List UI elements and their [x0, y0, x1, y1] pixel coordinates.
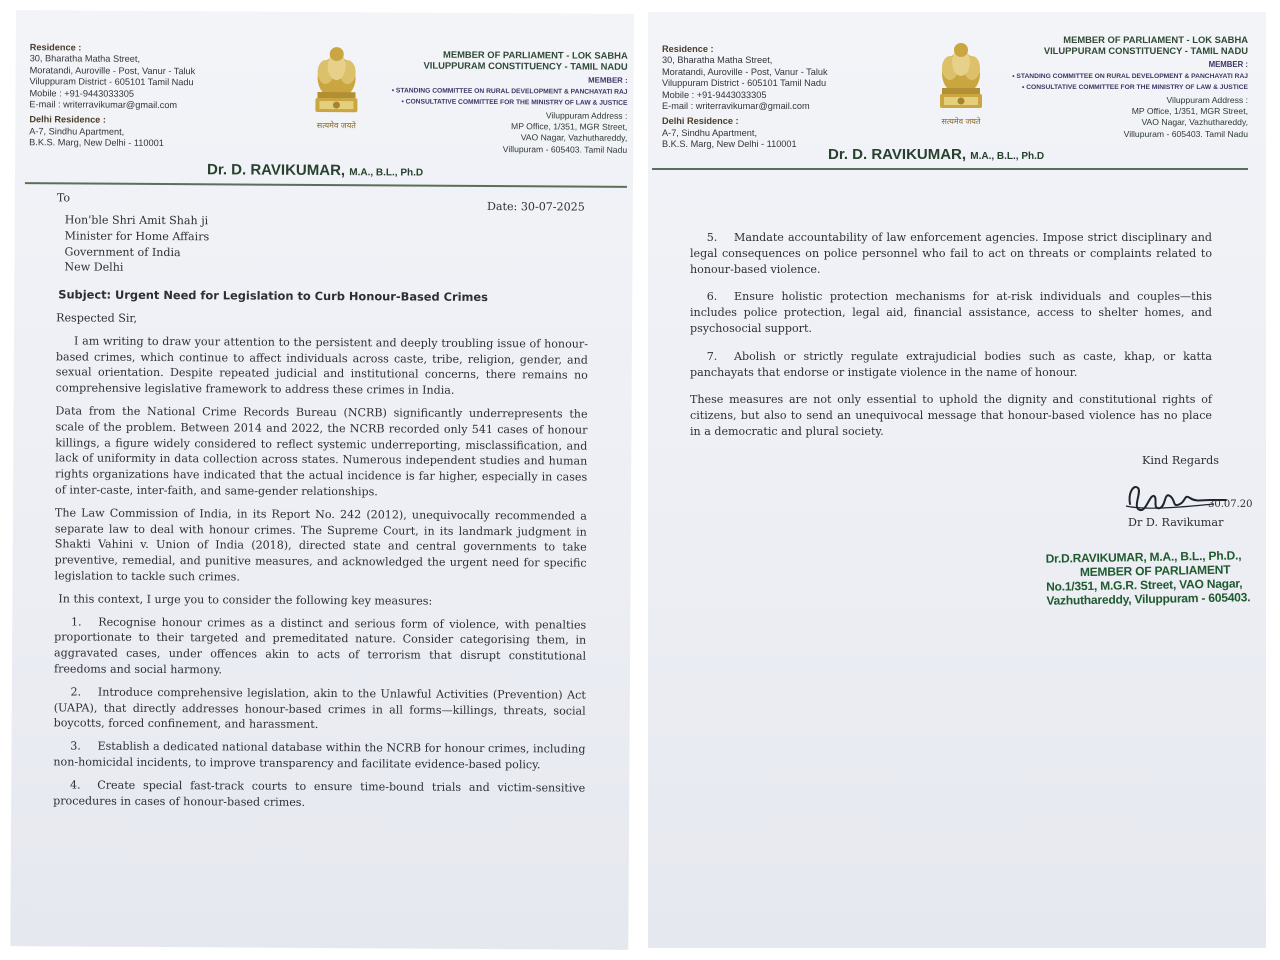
- list-item: [690, 289, 1212, 336]
- constituency: VILUPPURAM CONSTITUENCY - TAMIL NADU: [423, 59, 628, 73]
- committee-item: • STANDING COMMITTEE ON RURAL DEVELOPMENT & PANCHAYATI RAJ: [391, 87, 628, 96]
- stamp-line: MEMBER OF PARLIAMENT: [1079, 562, 1231, 580]
- residence-block: [29, 42, 195, 150]
- mobile-number: Mobile : +91-9443033305: [29, 87, 134, 99]
- residence-line: Viluppuram District - 605101 Tamil Nadu: [662, 78, 827, 89]
- residence-line: Moratandi, Auroville - Post, Vanur - Taluk: [662, 66, 828, 77]
- national-emblem-icon: [930, 34, 992, 130]
- recipient-line: Hon'ble Shri Amit Shah ji: [64, 213, 209, 228]
- mp-block: [1012, 34, 1248, 140]
- member-label: MEMBER :: [588, 76, 628, 86]
- item-number: 7.: [706, 349, 718, 363]
- address-line: Villupuram - 605403. Tamil Nadu: [1123, 128, 1248, 139]
- delhi-residence-label: Delhi Residence :: [662, 116, 739, 127]
- mp-title: MEMBER OF PARLIAMENT - LOK SABHA: [442, 48, 628, 61]
- email-address: E-mail : writerravikumar@gmail.com: [29, 99, 178, 111]
- residence-line: 30, Bharatha Matha Street,: [29, 53, 141, 65]
- list-item: [54, 684, 586, 735]
- viluppuram-address: [391, 109, 627, 155]
- mp-title: MEMBER OF PARLIAMENT - LOK SABHA: [1063, 34, 1248, 45]
- degrees: M.A., B.L., Ph.D: [349, 167, 424, 179]
- kind-regards: Kind Regards: [1142, 454, 1219, 467]
- paragraph: These measures are not only essential to uphold the dignity and constitutional rights of citizens, but also to send an unequivocal message that honour-based violence has no place in a democratic and plural society.: [690, 393, 1212, 438]
- address-label: Viluppuram Address :: [1166, 95, 1248, 106]
- item-text: Introduce comprehensive legislation, akin to the Unlawful Activities (Prevention) Act (UAPA), that directly addresses honour-based crimes in all forms—killings, threats, social boycotts, forced confinement, and harassment.: [53, 685, 586, 732]
- letter-body-1: [53, 190, 589, 819]
- signatory-name: Dr D. Ravikumar: [1128, 516, 1224, 529]
- stamp-line: No.1/351, M.G.R. Street, VAO Nagar,: [1046, 576, 1243, 594]
- item-text: Abolish or strictly regulate extrajudicial bodies such as caste, khap, or katta panchayats that endorse or instigate violence in the name of honour.: [690, 349, 1212, 379]
- item-text: Ensure holistic protection mechanisms for at-risk individuals and couples—this includes police protection, legal aid, financial assistance, access to shelter homes, and psychosocial support.: [690, 290, 1212, 335]
- recipient-line: Minister for Home Affairs: [64, 229, 210, 244]
- item-text: Establish a dedicated national database within the NCRB for honour crimes, including non-homicidal incidents, to improve transparency and facilitate evidence-based policy.: [53, 739, 586, 772]
- recipient-line: Government of India: [64, 245, 181, 259]
- mp-block: [391, 48, 627, 155]
- paragraph: Data from the National Crime Records Bureau (NCRB) significantly underrepresents the scale of the problem. Between 2014 and 2022, the NCRB recorded only 541 cases of honour killings, a figure widely considered to reflect systemic underreporting, misclassification, and lack of uniformity in data collection across states. Numerous independent studies and human rights organizations have indicated that the actual incidence is far higher, especially in cases of inter-caste, inter-faith, and same-gender relationships.: [55, 404, 588, 499]
- salutation: Respected Sir,: [56, 311, 138, 325]
- residence-label: Residence :: [662, 44, 714, 54]
- letterhead: [648, 12, 1266, 197]
- emblem-motto: सत्यमेव जयते: [316, 120, 356, 131]
- emblem-motto: सत्यमेव जयते: [941, 117, 981, 126]
- item-text: Recognise honour crimes as a distinct and serious form of violence, with penalties proportionate to their targeted and premeditated nature. Consider categorising them, in aggravated cases, under offences akin to acts of terrorism that disrupt constitutional freedoms and social harmony.: [53, 615, 587, 677]
- header-rule: [652, 168, 1248, 170]
- delhi-residence-label: Delhi Residence :: [29, 114, 106, 126]
- letter-body-2: [690, 230, 1212, 447]
- address-line: Villupuram - 605403. Tamil Nadu: [502, 143, 628, 155]
- residence-line: 30, Bharatha Matha Street,: [662, 55, 773, 66]
- email-address: E-mail : writerravikumar@gmail.com: [662, 101, 810, 112]
- delhi-line: B.K.S. Marg, New Delhi - 110001: [662, 139, 797, 150]
- committee-item: • CONSULTATIVE COMMITTEE FOR THE MINISTRY OF LAW & JUSTICE: [1022, 83, 1248, 91]
- item-number: 1.: [70, 614, 82, 629]
- item-text: Create special fast-track courts to ensure time-bound trials and victim-sensitive procedures in cases of honour-based crimes.: [53, 778, 586, 809]
- recipient-line: New Delhi: [64, 260, 124, 275]
- stamp-line: Vazhuthareddy, Viluppuram - 605403.: [1046, 590, 1251, 608]
- delhi-line: B.K.S. Marg, New Delhi - 110001: [29, 137, 164, 149]
- recipient-block: [56, 212, 588, 278]
- committee-item: • STANDING COMMITTEE ON RURAL DEVELOPMENT & PANCHAYATI RAJ: [1012, 72, 1248, 80]
- delhi-line: A-7, Sindhu Apartment,: [662, 127, 757, 138]
- paragraph: The Law Commission of India, in its Report No. 242 (2012), unequivocally recommended a separate law to deal with honour crimes. The Supreme Court, in its landmark judgment in Shakti Vahini v. Union of India (2018), directed state and central governments to take preventive, remedial, and punitive measures, and acknowledged the urgent need for specific legislation to tackle such crimes.: [54, 506, 587, 584]
- signature-date: 30.07.20: [1208, 499, 1253, 510]
- list-item: [690, 230, 1212, 277]
- member-label: MEMBER :: [1208, 60, 1248, 70]
- residence-line: Moratandi, Auroville - Post, Vanur - Taluk: [29, 65, 196, 77]
- item-number: 3.: [70, 739, 81, 753]
- subject-line: Subject: Urgent Need for Legislation to Curb Honour-Based Crimes: [58, 287, 488, 305]
- letter-date: Date: 30-07-2025: [487, 199, 585, 214]
- to-label: To: [56, 191, 71, 205]
- viluppuram-address: [1012, 95, 1248, 140]
- paragraph: In this context, I urge you to consider the following key measures:: [58, 592, 433, 608]
- official-stamp: [1046, 548, 1251, 608]
- address-label: Viluppuram Address :: [545, 110, 628, 121]
- mobile-number: Mobile : +91-9443033305: [662, 89, 767, 100]
- list-item: [690, 349, 1212, 381]
- national-emblem-icon: [305, 38, 368, 134]
- residence-block: [662, 44, 828, 151]
- stamp-line: Dr.D.RAVIKUMAR, M.A., B.L., Ph.D.,: [1045, 548, 1242, 566]
- signature-icon: [1124, 474, 1234, 518]
- list-item: [53, 738, 585, 773]
- paragraph: I am writing to draw your attention to the persistent and deeply troubling issue of honour-based crimes, which continue to affect individuals across caste, tribe, religion, gender, and sexual orientation. Despite repeated judicial and institutional concerns, there remains no comprehensive legislative framework to address these crimes in India.: [55, 334, 589, 397]
- letterhead-name: [207, 161, 423, 179]
- residence-label: Residence :: [29, 42, 82, 53]
- residence-line: Viluppuram District - 605101 Tamil Nadu: [29, 76, 194, 88]
- item-number: 6.: [706, 290, 718, 304]
- item-text: Mandate accountability of law enforcement agencies. Impose strict disciplinary and legal consequences on police personnel who fail to act on threats or complaints related to honour-based violence.: [690, 231, 1212, 276]
- closing-block: [1142, 454, 1219, 467]
- header-rule: [25, 182, 627, 188]
- degrees: M.A., B.L., Ph.D: [970, 151, 1045, 162]
- committee-item: • CONSULTATIVE COMMITTEE FOR THE MINISTRY OF LAW & JUSTICE: [401, 98, 628, 107]
- list-item: [53, 777, 585, 812]
- address-line: VAO Nagar, Vazhuthareddy,: [520, 132, 628, 144]
- address-line: VAO Nagar, Vazhuthareddy,: [1141, 117, 1248, 128]
- item-number: 4.: [69, 778, 81, 792]
- letter-page-1: [10, 10, 634, 950]
- address-line: MP Office, 1/351, MGR Street,: [511, 121, 628, 133]
- letterhead-name: [828, 146, 1044, 163]
- name-text: Dr. D. RAVIKUMAR,: [206, 161, 346, 180]
- address-line: MP Office, 1/351, MGR Street,: [1131, 106, 1248, 117]
- delhi-line: A-7, Sindhu Apartment,: [29, 126, 125, 137]
- letterhead: [15, 10, 634, 199]
- item-number: 2.: [70, 685, 82, 699]
- constituency: VILUPPURAM CONSTITUENCY - TAMIL NADU: [1043, 45, 1248, 57]
- letter-page-2: [648, 12, 1266, 948]
- item-number: 5.: [706, 231, 718, 244]
- name-text: Dr. D. RAVIKUMAR,: [828, 146, 967, 163]
- list-item: [54, 614, 586, 680]
